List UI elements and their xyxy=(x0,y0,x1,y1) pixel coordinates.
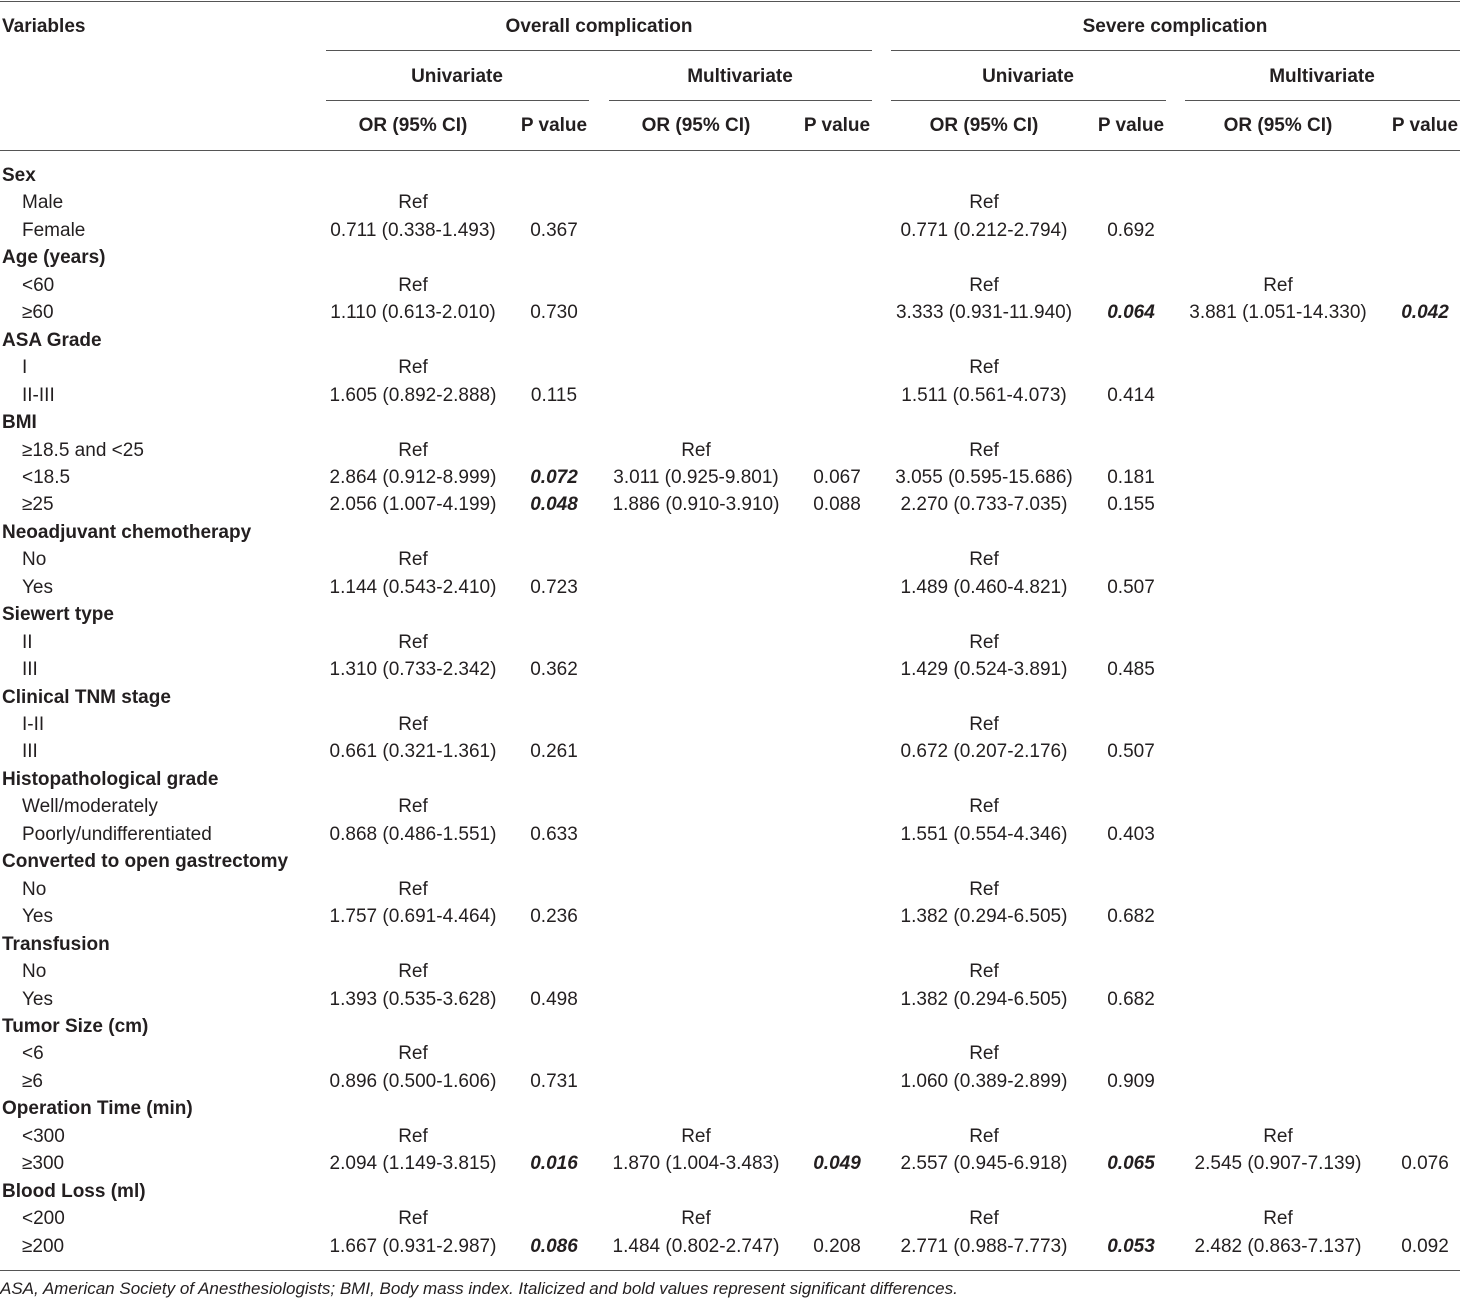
or-ci-cell: Ref xyxy=(398,714,428,735)
row-label: I xyxy=(22,357,28,378)
header-overall-multivariate: Multivariate xyxy=(687,66,793,87)
header-bottom-rule xyxy=(0,150,1460,151)
or-ci-cell: Ref xyxy=(1263,275,1293,296)
row-label: ≥60 xyxy=(22,302,54,323)
row-label: ≥200 xyxy=(22,1236,65,1257)
row-label: II xyxy=(22,632,33,653)
or-ci-cell: 1.429 (0.524-3.891) xyxy=(900,659,1068,680)
row-label: <18.5 xyxy=(22,467,71,488)
or-ci-cell: 2.056 (1.007-4.199) xyxy=(329,494,497,515)
or-ci-cell: Ref xyxy=(1263,1208,1293,1229)
header-severe-univariate: Univariate xyxy=(982,66,1074,87)
or-ci-cell: 2.557 (0.945-6.918) xyxy=(900,1153,1068,1174)
p-value-cell: 0.049 xyxy=(813,1153,861,1174)
or-ci-cell: 1.551 (0.554-4.346) xyxy=(900,824,1068,845)
severe-rule xyxy=(891,50,1460,51)
p-value-cell: 0.485 xyxy=(1107,659,1155,680)
p-value-cell: 0.067 xyxy=(813,467,861,488)
p-value-cell: 0.065 xyxy=(1107,1153,1155,1174)
row-label: No xyxy=(22,961,47,982)
or-ci-cell: Ref xyxy=(969,1126,999,1147)
group-label: Operation Time (min) xyxy=(2,1098,193,1119)
p-value-cell: 0.261 xyxy=(530,741,578,762)
row-label: I-II xyxy=(22,714,45,735)
row-label: <200 xyxy=(22,1208,65,1229)
or-ci-cell: 1.382 (0.294-6.505) xyxy=(900,989,1068,1010)
or-ci-cell: 0.868 (0.486-1.551) xyxy=(329,824,497,845)
group-label: Siewert type xyxy=(2,604,114,625)
or-ci-cell: 1.060 (0.389-2.899) xyxy=(900,1071,1068,1092)
p-value-cell: 0.053 xyxy=(1107,1236,1155,1257)
or-ci-cell: Ref xyxy=(969,714,999,735)
p-value-cell: 0.155 xyxy=(1107,494,1155,515)
or-ci-cell: Ref xyxy=(969,879,999,900)
or-ci-cell: Ref xyxy=(969,1208,999,1229)
or-ci-cell: Ref xyxy=(969,961,999,982)
row-label: Yes xyxy=(22,989,53,1010)
row-label: ≥300 xyxy=(22,1153,65,1174)
row-label: III xyxy=(22,741,38,762)
or-ci-cell: Ref xyxy=(969,357,999,378)
row-label: ≥25 xyxy=(22,494,54,515)
p-value-cell: 0.042 xyxy=(1401,302,1449,323)
group-label: Age (years) xyxy=(2,247,106,268)
header-or-ci: OR (95% CI) xyxy=(1223,115,1333,136)
p-value-cell: 0.507 xyxy=(1107,741,1155,762)
or-ci-cell: 1.511 (0.561-4.073) xyxy=(901,385,1067,406)
or-ci-cell: Ref xyxy=(398,796,428,817)
or-ci-cell: Ref xyxy=(681,440,711,461)
or-ci-cell: 3.881 (1.051-14.330) xyxy=(1189,302,1367,323)
header-variables: Variables xyxy=(2,16,86,37)
or-ci-cell: 1.382 (0.294-6.505) xyxy=(900,906,1068,927)
header-or-ci: OR (95% CI) xyxy=(358,115,468,136)
or-ci-cell: Ref xyxy=(398,1208,428,1229)
group-label: BMI xyxy=(2,412,37,433)
or-ci-cell: 1.393 (0.535-3.628) xyxy=(329,989,497,1010)
group-label: Sex xyxy=(2,165,36,186)
table-footnote: ASA, American Society of Anesthesiologists; BMI, Body mass index. Italicized and bold values represent significant differences. xyxy=(0,1279,958,1298)
group-label: ASA Grade xyxy=(2,330,102,351)
p-value-cell: 0.367 xyxy=(530,220,578,241)
p-value-cell: 0.016 xyxy=(530,1153,578,1174)
or-ci-cell: Ref xyxy=(398,1043,428,1064)
p-value-cell: 0.076 xyxy=(1401,1153,1449,1174)
or-ci-cell: 1.110 (0.613-2.010) xyxy=(330,302,496,323)
header-severe-complication: Severe complication xyxy=(1082,16,1268,37)
header-severe-multivariate: Multivariate xyxy=(1269,66,1375,87)
or-ci-cell: 3.011 (0.925-9.801) xyxy=(613,467,779,488)
p-value-cell: 0.414 xyxy=(1107,385,1155,406)
header-p-value: P value xyxy=(1097,115,1165,136)
row-label: Well/moderately xyxy=(22,796,158,817)
p-value-cell: 0.731 xyxy=(530,1071,578,1092)
p-value-cell: 0.507 xyxy=(1107,577,1155,598)
severe-multi-rule xyxy=(1185,100,1460,101)
or-ci-cell: Ref xyxy=(681,1126,711,1147)
or-ci-cell: 0.771 (0.212-2.794) xyxy=(900,220,1068,241)
header-overall-univariate: Univariate xyxy=(411,66,503,87)
or-ci-cell: Ref xyxy=(969,275,999,296)
p-value-cell: 0.403 xyxy=(1107,824,1155,845)
p-value-cell: 0.498 xyxy=(530,989,578,1010)
row-label: <300 xyxy=(22,1126,65,1147)
overall-rule xyxy=(326,50,872,51)
group-label: Clinical TNM stage xyxy=(2,687,171,708)
or-ci-cell: Ref xyxy=(969,192,999,213)
bottom-rule xyxy=(0,1270,1460,1271)
p-value-cell: 0.181 xyxy=(1107,467,1155,488)
p-value-cell: 0.682 xyxy=(1107,989,1155,1010)
or-ci-cell: 3.055 (0.595-15.686) xyxy=(895,467,1073,488)
p-value-cell: 0.682 xyxy=(1107,906,1155,927)
p-value-cell: 0.909 xyxy=(1107,1071,1155,1092)
header-or-ci: OR (95% CI) xyxy=(641,115,751,136)
or-ci-cell: Ref xyxy=(681,1208,711,1229)
group-label: Blood Loss (ml) xyxy=(2,1181,146,1202)
or-ci-cell: 1.870 (1.004-3.483) xyxy=(612,1153,780,1174)
or-ci-cell: Ref xyxy=(398,961,428,982)
p-value-cell: 0.088 xyxy=(813,494,861,515)
row-label: ≥6 xyxy=(22,1071,43,1092)
p-value-cell: 0.723 xyxy=(530,577,578,598)
or-ci-cell: 2.270 (0.733-7.035) xyxy=(900,494,1068,515)
or-ci-cell: 0.661 (0.321-1.361) xyxy=(329,741,497,762)
p-value-cell: 0.730 xyxy=(530,302,578,323)
or-ci-cell: 3.333 (0.931-11.940) xyxy=(895,302,1073,323)
or-ci-cell: 0.711 (0.338-1.493) xyxy=(330,220,496,241)
p-value-cell: 0.236 xyxy=(530,906,578,927)
or-ci-cell: Ref xyxy=(398,192,428,213)
p-value-cell: 0.633 xyxy=(530,824,578,845)
or-ci-cell: Ref xyxy=(398,357,428,378)
or-ci-cell: Ref xyxy=(969,1043,999,1064)
overall-multi-rule xyxy=(609,100,872,101)
or-ci-cell: 1.757 (0.691-4.464) xyxy=(329,906,497,927)
row-label: <60 xyxy=(22,275,55,296)
header-p-value: P value xyxy=(520,115,588,136)
or-ci-cell: 1.144 (0.543-2.410) xyxy=(329,577,497,598)
group-label: Tumor Size (cm) xyxy=(2,1016,149,1037)
or-ci-cell: Ref xyxy=(398,632,428,653)
header-p-value: P value xyxy=(803,115,871,136)
row-label: Male xyxy=(22,192,64,213)
group-label: Histopathological grade xyxy=(2,769,219,790)
or-ci-cell: Ref xyxy=(398,440,428,461)
or-ci-cell: 1.886 (0.910-3.910) xyxy=(612,494,780,515)
p-value-cell: 0.362 xyxy=(530,659,578,680)
or-ci-cell: 1.489 (0.460-4.821) xyxy=(900,577,1068,598)
header-overall-complication: Overall complication xyxy=(505,16,693,37)
row-label: No xyxy=(22,549,47,570)
p-value-cell: 0.692 xyxy=(1107,220,1155,241)
or-ci-cell: Ref xyxy=(969,632,999,653)
row-label: <6 xyxy=(22,1043,44,1064)
or-ci-cell: 2.482 (0.863-7.137) xyxy=(1194,1236,1362,1257)
p-value-cell: 0.092 xyxy=(1401,1236,1449,1257)
p-value-cell: 0.208 xyxy=(813,1236,861,1257)
p-value-cell: 0.072 xyxy=(530,467,578,488)
group-label: Transfusion xyxy=(2,934,110,955)
or-ci-cell: 1.310 (0.733-2.342) xyxy=(329,659,497,680)
or-ci-cell: 2.545 (0.907-7.139) xyxy=(1194,1153,1362,1174)
or-ci-cell: Ref xyxy=(969,796,999,817)
or-ci-cell: Ref xyxy=(398,275,428,296)
top-rule xyxy=(0,1,1460,2)
or-ci-cell: 1.605 (0.892-2.888) xyxy=(329,385,497,406)
or-ci-cell: 0.896 (0.500-1.606) xyxy=(329,1071,497,1092)
row-label: No xyxy=(22,879,47,900)
or-ci-cell: Ref xyxy=(398,1126,428,1147)
or-ci-cell: 0.672 (0.207-2.176) xyxy=(900,741,1068,762)
row-label: Poorly/undifferentiated xyxy=(22,824,212,845)
group-label: Converted to open gastrectomy xyxy=(2,851,289,872)
p-value-cell: 0.064 xyxy=(1107,302,1155,323)
or-ci-cell: Ref xyxy=(969,549,999,570)
overall-uni-rule xyxy=(326,100,589,101)
severe-uni-rule xyxy=(891,100,1166,101)
or-ci-cell: Ref xyxy=(398,879,428,900)
row-label: Yes xyxy=(22,906,53,927)
or-ci-cell: Ref xyxy=(1263,1126,1293,1147)
row-label: II-III xyxy=(22,385,55,406)
row-label: III xyxy=(22,659,38,680)
or-ci-cell: 2.864 (0.912-8.999) xyxy=(329,467,497,488)
p-value-cell: 0.048 xyxy=(530,494,578,515)
p-value-cell: 0.115 xyxy=(530,385,578,406)
row-label: Female xyxy=(22,220,86,241)
or-ci-cell: 1.667 (0.931-2.987) xyxy=(329,1236,497,1257)
header-p-value: P value xyxy=(1391,115,1459,136)
group-label: Neoadjuvant chemotherapy xyxy=(2,522,252,543)
or-ci-cell: Ref xyxy=(969,440,999,461)
or-ci-cell: 1.484 (0.802-2.747) xyxy=(612,1236,780,1257)
row-label: ≥18.5 and <25 xyxy=(22,440,144,461)
or-ci-cell: 2.094 (1.149-3.815) xyxy=(329,1153,497,1174)
or-ci-cell: 2.771 (0.988-7.773) xyxy=(900,1236,1068,1257)
p-value-cell: 0.086 xyxy=(530,1236,578,1257)
row-label: Yes xyxy=(22,577,53,598)
header-or-ci: OR (95% CI) xyxy=(929,115,1039,136)
or-ci-cell: Ref xyxy=(398,549,428,570)
